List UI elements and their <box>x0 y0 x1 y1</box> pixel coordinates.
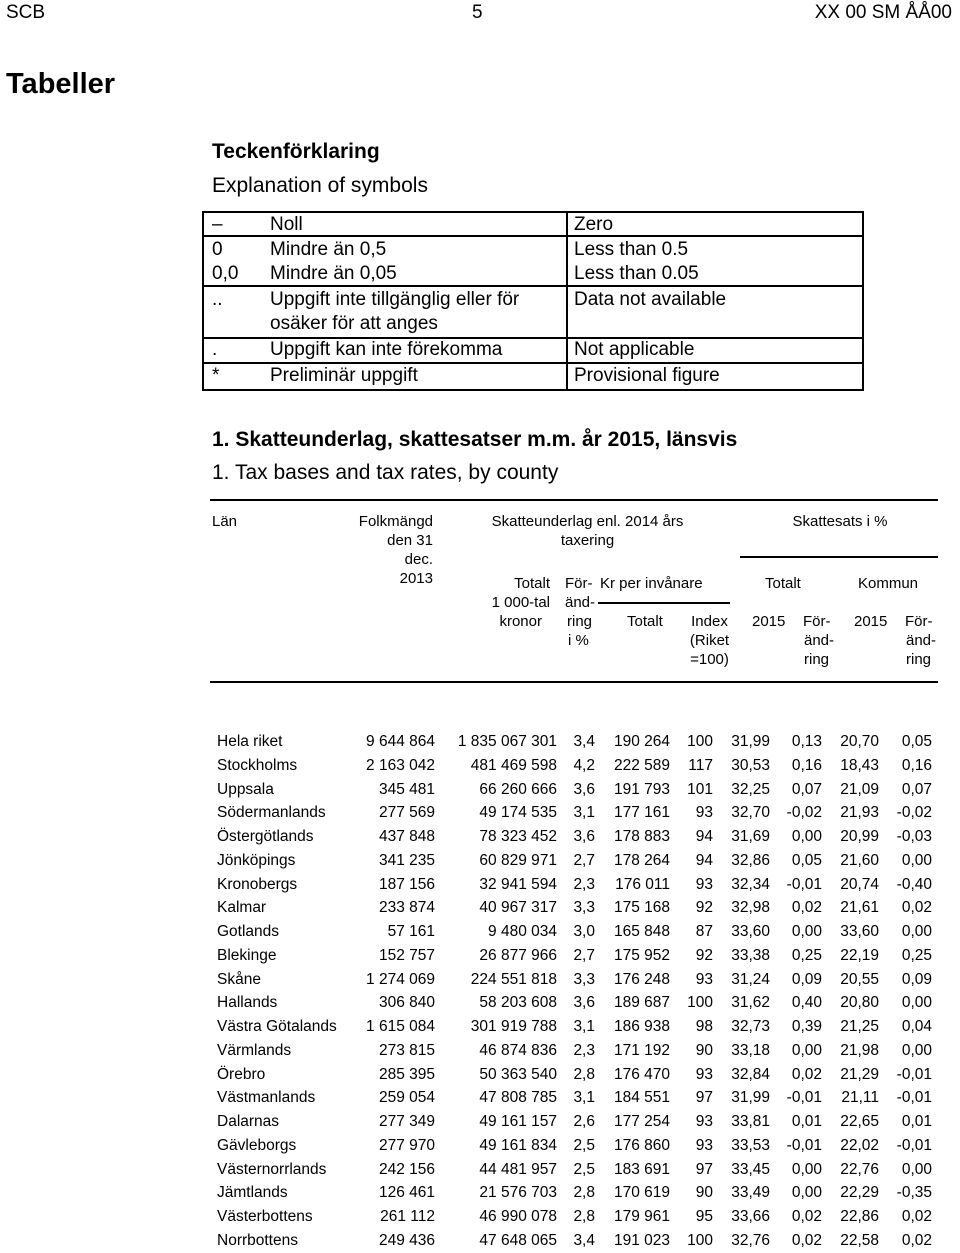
county-name: Värmlands <box>217 1041 292 1059</box>
table-cell: 2,6 <box>573 1113 595 1130</box>
table-cell: 0,02 <box>901 899 932 917</box>
table-cell: 93 <box>695 875 713 893</box>
table-cell: 21,98 <box>840 1041 879 1059</box>
table-cell: 93 <box>695 1136 713 1154</box>
table-cell: 47 808 785 <box>479 1089 557 1107</box>
table-cell: 3,1 <box>573 1018 595 1035</box>
county-name: Blekinge <box>217 946 277 964</box>
table-cell: 31,24 <box>731 970 770 988</box>
table-cell: 179 961 <box>613 1208 670 1225</box>
table-cell: 3,6 <box>573 828 595 845</box>
table-row <box>0 920 960 944</box>
table-row <box>0 1134 960 1158</box>
col-kr-per-invanare: Kr per invånare <box>600 575 703 592</box>
table-cell: 21,29 <box>840 1065 879 1083</box>
col-totalt-1: Totalt <box>514 575 550 592</box>
table-cell: 21,25 <box>840 1018 879 1035</box>
table-cell: 22,19 <box>840 946 879 964</box>
page-number: 5 <box>472 2 483 23</box>
table-cell: -0,03 <box>896 828 932 845</box>
kr-per-invanare-rule <box>598 602 730 604</box>
header-right: XX 00 SM ÅÅ00 <box>814 2 952 23</box>
legend-title-sv: Teckenförklaring <box>212 140 380 163</box>
table-cell: 78 323 452 <box>479 828 557 845</box>
table-cell: 49 174 535 <box>479 804 557 822</box>
county-name: Östergötlands <box>217 828 314 845</box>
table-cell: 184 551 <box>613 1089 670 1107</box>
col-totalt-forandring-2: änd- <box>804 632 835 649</box>
table-cell: 97 <box>695 1160 713 1178</box>
table-cell: 90 <box>695 1184 713 1202</box>
table-cell: 4,2 <box>573 756 595 774</box>
col-skattesats: Skattesats i % <box>792 513 888 530</box>
table-cell: 50 363 540 <box>479 1065 557 1083</box>
table-cell: 32,76 <box>731 1231 770 1249</box>
table-row <box>0 991 960 1015</box>
table-row <box>0 825 960 849</box>
table-row <box>0 754 960 778</box>
table-cell: 437 848 <box>378 828 435 845</box>
table-cell: 0,16 <box>791 756 822 774</box>
table-cell: 178 883 <box>613 828 670 845</box>
table-cell: 94 <box>695 851 713 869</box>
table-cell: 0,01 <box>791 1113 822 1130</box>
col-totalt-2015: 2015 <box>752 613 786 630</box>
col-kommun-forandring-2: änd- <box>906 632 937 649</box>
table-cell: 93 <box>695 1065 713 1083</box>
table-cell: 186 938 <box>613 1018 670 1035</box>
col-folkmangd-2: den 31 <box>387 532 433 549</box>
table-cell: 22,02 <box>840 1136 879 1154</box>
table-cell: 0,00 <box>791 828 822 845</box>
table-cell: 22,58 <box>840 1231 879 1249</box>
table-cell: 22,86 <box>840 1208 879 1225</box>
table-row <box>0 1110 960 1134</box>
county-name: Västmanlands <box>217 1089 316 1107</box>
table-cell: -0,02 <box>786 804 822 822</box>
table-row <box>0 896 960 920</box>
table-cell: 3,3 <box>573 899 595 917</box>
table-cell: 92 <box>695 899 713 917</box>
table-cell: 33,60 <box>840 923 879 940</box>
county-name: Västernorrlands <box>217 1160 327 1178</box>
table-row <box>0 801 960 825</box>
table-cell: 176 011 <box>615 875 670 893</box>
table-cell: 1 274 069 <box>366 970 435 988</box>
table-cell: 189 687 <box>613 994 670 1012</box>
table-cell: 93 <box>695 804 713 822</box>
table-body <box>0 730 960 1253</box>
table-cell: -0,01 <box>896 1089 932 1107</box>
table-cell: 32,98 <box>731 899 770 917</box>
table-cell: 170 619 <box>613 1184 670 1202</box>
table-cell: 95 <box>695 1208 713 1225</box>
table-cell: 0,00 <box>791 923 822 940</box>
table-cell: 0,25 <box>901 946 932 964</box>
table-cell: 190 264 <box>613 733 670 750</box>
county-name: Dalarnas <box>217 1113 280 1130</box>
table-cell: 2,7 <box>573 946 595 964</box>
table-cell: 46 874 836 <box>479 1041 557 1059</box>
table-cell: 33,38 <box>731 946 770 964</box>
table-cell: 58 203 608 <box>479 994 557 1012</box>
table-cell: 90 <box>695 1041 713 1059</box>
table-cell: 0,09 <box>791 970 822 988</box>
table-cell: 33,53 <box>731 1136 770 1154</box>
table-cell: -0,01 <box>786 1136 822 1154</box>
table-cell: 273 815 <box>378 1041 435 1059</box>
symbols-legend: – Noll Zero 0 Mindre än 0,5 Less than 0.5 0,0 Mindre än 0,05 Less than 0.05 .. Uppgift inte tillgänglig eller för Data not available osäker för att anges . Uppgift kan inte förekomma Not applicable * Preliminär uppgift Provisional figure <box>202 211 864 391</box>
table-cell: 177 254 <box>613 1113 670 1130</box>
table-cell: 87 <box>695 923 713 940</box>
table-cell: 1 615 084 <box>366 1018 435 1035</box>
table-cell: 33,60 <box>731 923 770 940</box>
table-cell: 191 023 <box>613 1231 670 1249</box>
table-cell: 178 264 <box>613 851 670 869</box>
table-cell: 22,29 <box>840 1184 879 1202</box>
table-row <box>0 849 960 873</box>
table-cell: 2,8 <box>573 1184 595 1202</box>
table-cell: 0,02 <box>791 899 822 917</box>
table-cell: 2,3 <box>573 875 595 893</box>
table-cell: 100 <box>687 1231 713 1249</box>
table-cell: 2,8 <box>573 1065 595 1083</box>
table-cell: 47 648 065 <box>479 1231 557 1249</box>
county-name: Örebro <box>217 1065 266 1083</box>
table-row <box>0 944 960 968</box>
col-index-3: =100) <box>690 651 729 668</box>
table-cell: 32,34 <box>731 875 770 893</box>
table-cell: 22,65 <box>840 1113 879 1130</box>
table-cell: 3,1 <box>573 1089 595 1107</box>
county-name: Jämtlands <box>217 1184 288 1202</box>
table-cell: -0,01 <box>896 1065 932 1083</box>
table-row <box>0 1181 960 1205</box>
table-row <box>0 1039 960 1063</box>
table-cell: 3,4 <box>573 733 595 750</box>
table-cell: 30,53 <box>731 756 770 774</box>
county-name: Gotlands <box>217 923 280 940</box>
table-cell: 0,02 <box>901 1208 932 1225</box>
table-cell: 9 480 034 <box>488 923 557 940</box>
table-cell: 20,70 <box>840 733 879 750</box>
county-name: Kalmar <box>217 899 267 917</box>
county-name: Hela riket <box>217 733 283 750</box>
table-cell: 3,6 <box>573 780 595 798</box>
table-cell: 277 349 <box>378 1113 435 1130</box>
county-name: Skåne <box>217 970 261 988</box>
table-cell: 242 156 <box>378 1160 435 1178</box>
col-folkmangd-3: dec. <box>404 551 433 568</box>
table-cell: 2 163 042 <box>366 756 435 774</box>
table-cell: 0,00 <box>791 1184 822 1202</box>
table-cell: 175 952 <box>613 946 670 964</box>
table-cell: 183 691 <box>613 1160 670 1178</box>
col-index-1: Index <box>691 613 728 630</box>
table-row <box>0 1158 960 1182</box>
table-cell: 26 877 966 <box>479 946 557 964</box>
table-cell: 32,86 <box>731 851 770 869</box>
col-skattesats-totalt: Totalt <box>765 575 801 592</box>
table-cell: 18,43 <box>840 756 879 774</box>
table-cell: 233 874 <box>378 899 435 917</box>
table-cell: 94 <box>695 828 713 845</box>
table-cell: 21 576 703 <box>479 1184 557 1202</box>
county-name: Stockholms <box>217 756 298 774</box>
table-cell: 0,40 <box>791 994 822 1012</box>
table-cell: 0,01 <box>901 1113 932 1130</box>
table-cell: 0,05 <box>901 733 932 750</box>
table-cell: 0,09 <box>901 970 932 988</box>
county-name: Jönköpings <box>217 851 296 869</box>
col-folkmangd-4: 2013 <box>399 570 433 587</box>
table-cell: 21,93 <box>840 804 879 822</box>
table-cell: 33,81 <box>731 1113 770 1130</box>
table-cell: 100 <box>687 994 713 1012</box>
table-cell: 20,55 <box>840 970 879 988</box>
table-row <box>0 1063 960 1087</box>
table-cell: 32,25 <box>731 780 770 798</box>
table-cell: 33,45 <box>731 1160 770 1178</box>
table-cell: 277 569 <box>378 804 435 822</box>
table-cell: 0,07 <box>791 780 822 798</box>
table-cell: -0,02 <box>896 804 932 822</box>
table-cell: 0,00 <box>901 994 932 1012</box>
table-cell: 277 970 <box>378 1136 435 1154</box>
table-cell: 0,25 <box>791 946 822 964</box>
table-cell: 152 757 <box>378 946 435 964</box>
table-cell: -0,01 <box>786 1089 822 1107</box>
table-cell: 100 <box>687 733 713 750</box>
table-cell: 66 260 666 <box>479 780 557 798</box>
table-cell: 21,60 <box>840 851 879 869</box>
table-cell: 0,00 <box>791 1041 822 1059</box>
col-kommun: Kommun <box>858 575 919 592</box>
table-cell: 20,80 <box>840 994 879 1012</box>
table-cell: 249 436 <box>378 1231 435 1249</box>
table-cell: 93 <box>695 970 713 988</box>
table-cell: 165 848 <box>613 923 670 940</box>
table-cell: 117 <box>688 756 713 774</box>
table-cell: 2,8 <box>573 1208 595 1225</box>
col-totalt-forandring-1: För- <box>803 613 831 630</box>
table-cell: 92 <box>695 946 713 964</box>
table-title-en: 1. Tax bases and tax rates, by county <box>212 461 559 484</box>
col-forandring-4: i % <box>568 632 589 649</box>
table-cell: 31,99 <box>731 733 770 750</box>
table-cell: 32,84 <box>731 1065 770 1083</box>
table-cell: 3,0 <box>573 923 595 940</box>
table-cell: -0,35 <box>896 1184 932 1202</box>
col-totalt-forandring-3: ring <box>804 651 830 668</box>
table-cell: 171 192 <box>613 1041 670 1059</box>
skattesats-rule <box>740 556 938 558</box>
table-cell: 0,02 <box>901 1231 932 1249</box>
legend-title-en: Explanation of symbols <box>212 174 428 197</box>
table-cell: 224 551 818 <box>470 970 557 988</box>
col-folkmangd-1: Folkmängd <box>358 513 433 530</box>
page-title: Tabeller <box>6 68 116 100</box>
table-cell: 21,11 <box>841 1089 879 1107</box>
table-cell: 0,00 <box>791 1160 822 1178</box>
table-top-rule <box>210 499 938 501</box>
county-name: Hallands <box>217 994 278 1012</box>
col-skatteunderlag-2: taxering <box>560 532 615 549</box>
table-cell: 177 161 <box>613 804 670 822</box>
table-row <box>0 1015 960 1039</box>
col-forandring-2: änd- <box>565 594 596 611</box>
table-cell: 187 156 <box>378 875 435 893</box>
table-cell: 2,5 <box>573 1160 595 1178</box>
table-cell: 93 <box>695 1113 713 1130</box>
table-cell: 101 <box>687 780 713 798</box>
county-name: Södermanlands <box>217 804 326 822</box>
county-name: Kronobergs <box>217 875 298 893</box>
col-totalt-3: kronor <box>499 613 542 630</box>
table-cell: 3,1 <box>573 804 595 822</box>
county-name: Gävleborgs <box>217 1136 297 1154</box>
table-cell: 175 168 <box>613 899 670 917</box>
table-cell: 2,5 <box>573 1136 595 1154</box>
forandring-underline <box>554 681 598 683</box>
col-kommun-2015: 2015 <box>854 613 888 630</box>
table-cell: 0,07 <box>901 780 932 798</box>
table-cell: 0,16 <box>901 756 932 774</box>
table-cell: 341 235 <box>378 851 435 869</box>
table-cell: 44 481 957 <box>479 1160 557 1178</box>
table-cell: 20,74 <box>840 875 879 893</box>
table-cell: 1 835 067 301 <box>457 733 557 750</box>
table-cell: 0,00 <box>901 1160 932 1178</box>
table-cell: 3,6 <box>573 994 595 1012</box>
table-cell: 98 <box>695 1018 713 1035</box>
table-cell: 33,49 <box>731 1184 770 1202</box>
table-title-sv: 1. Skatteunderlag, skattesatser m.m. år 2015, länsvis <box>212 428 738 451</box>
table-cell: 32 941 594 <box>479 875 557 893</box>
table-cell: 2,3 <box>573 1041 595 1059</box>
header-left: SCB <box>6 2 46 23</box>
table-cell: 0,02 <box>791 1231 822 1249</box>
table-cell: -0,40 <box>896 875 932 893</box>
table-cell: 191 793 <box>613 780 670 798</box>
table-cell: 49 161 834 <box>479 1136 557 1154</box>
col-index-2: (Riket <box>689 632 730 649</box>
table-cell: 285 395 <box>378 1065 435 1083</box>
table-cell: 9 644 864 <box>366 733 435 750</box>
table-cell: 32,70 <box>731 804 770 822</box>
table-cell: 222 589 <box>613 756 670 774</box>
col-totalt-2: 1 000-tal <box>491 594 550 611</box>
table-cell: 33,18 <box>731 1041 770 1059</box>
table-row <box>0 778 960 802</box>
table-cell: 32,73 <box>731 1018 770 1035</box>
table-cell: 31,99 <box>731 1089 770 1107</box>
table-cell: -0,01 <box>786 875 822 893</box>
table-cell: 0,00 <box>901 851 932 869</box>
table-cell: 3,4 <box>573 1231 595 1249</box>
table-cell: 60 829 971 <box>479 851 557 869</box>
table-cell: 176 470 <box>613 1065 670 1083</box>
table-cell: 0,02 <box>791 1208 822 1225</box>
county-name: Västerbottens <box>217 1208 313 1225</box>
table-cell: 3,3 <box>573 970 595 988</box>
table-cell: 176 860 <box>613 1136 670 1154</box>
table-cell: 31,62 <box>731 994 770 1012</box>
table-cell: 176 248 <box>613 970 670 988</box>
county-name: Västra Götalands <box>217 1018 337 1035</box>
table-cell: 33,66 <box>731 1208 770 1225</box>
table-cell: 46 990 078 <box>479 1208 557 1225</box>
table-cell: 0,05 <box>791 851 822 869</box>
table-row <box>0 968 960 992</box>
col-forandring-1: För- <box>565 575 593 592</box>
table-cell: 20,99 <box>840 828 879 845</box>
col-kr-totalt: Totalt <box>627 613 663 630</box>
col-kommun-forandring-3: ring <box>906 651 932 668</box>
table-cell: 345 481 <box>378 780 435 798</box>
table-row <box>0 1086 960 1110</box>
col-forandring-3: ring <box>567 613 593 630</box>
col-lan: Län <box>212 513 238 530</box>
table-cell: 21,61 <box>840 899 879 917</box>
table-cell: 301 919 788 <box>470 1018 557 1035</box>
table-cell: -0,01 <box>896 1136 932 1154</box>
col-kommun-forandring-1: För- <box>905 613 933 630</box>
table-cell: 0,02 <box>791 1065 822 1083</box>
table-cell: 0,00 <box>901 1041 932 1059</box>
table-cell: 49 161 157 <box>479 1113 557 1130</box>
table-cell: 261 112 <box>380 1208 435 1225</box>
table-cell: 22,76 <box>840 1160 879 1178</box>
col-skatteunderlag-1: Skatteunderlag enl. 2014 års <box>491 513 684 530</box>
table-cell: 40 967 317 <box>479 899 557 917</box>
table-cell: 31,69 <box>731 828 770 845</box>
table-cell: 481 469 598 <box>470 756 557 774</box>
table-cell: 97 <box>695 1089 713 1107</box>
table-row <box>0 730 960 754</box>
table-cell: 306 840 <box>378 994 435 1012</box>
table-cell: 126 461 <box>378 1184 435 1202</box>
table-cell: 0,39 <box>791 1018 822 1035</box>
table-row <box>0 1205 960 1229</box>
table-cell: 0,13 <box>791 733 822 750</box>
table-cell: 21,09 <box>840 780 879 798</box>
table-cell: 2,7 <box>573 851 595 869</box>
table-row <box>0 873 960 897</box>
table-cell: 0,00 <box>901 923 932 940</box>
county-name: Norrbottens <box>217 1231 298 1249</box>
table-cell: 0,04 <box>901 1018 932 1035</box>
county-name: Uppsala <box>217 780 274 798</box>
table-cell: 57 161 <box>387 923 435 940</box>
table-cell: 259 054 <box>378 1089 435 1107</box>
